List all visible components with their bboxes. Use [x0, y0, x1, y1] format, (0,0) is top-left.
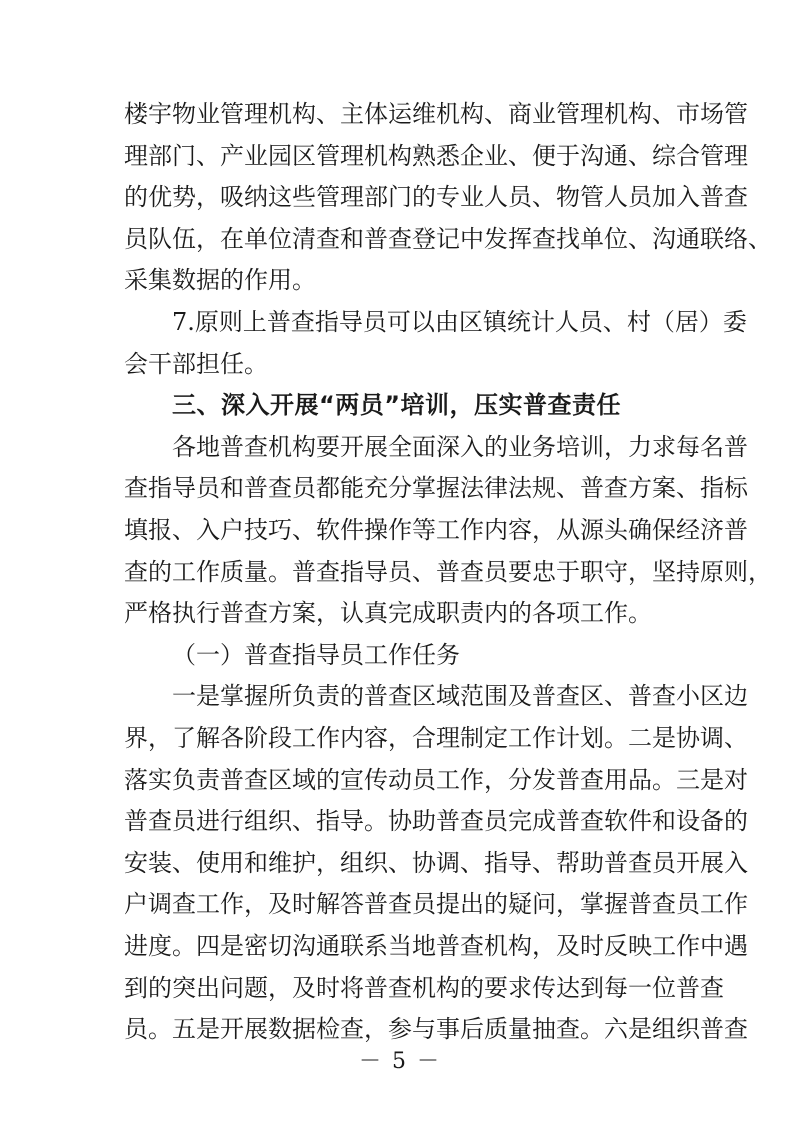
- paragraph-line: 的优势，吸纳这些管理部门的专业人员、物管人员加入普查: [124, 183, 748, 211]
- page-number: － 5 －: [359, 1049, 441, 1074]
- paragraph-line: 员。五是开展数据检查，参与事后质量抽查。六是组织普查: [124, 1015, 748, 1043]
- paragraph-line: 采集数据的作用。: [124, 266, 316, 294]
- paragraph-line: 查指导员和普查员都能充分掌握法律法规、普查方案、指标: [124, 474, 748, 502]
- paragraph-line: 安装、使用和维护，组织、协调、指导、帮助普查员开展入: [124, 849, 748, 877]
- subsection-heading: （一）普查指导员工作任务: [172, 641, 460, 669]
- paragraph-line: 户调查工作，及时解答普查员提出的疑问，掌握普查员工作: [124, 890, 748, 918]
- paragraph-line: 进度。四是密切沟通联系当地普查机构，及时反映工作中遇: [124, 932, 748, 960]
- paragraph-line: 员队伍，在单位清查和普查登记中发挥查找单位、沟通联络、: [124, 225, 772, 253]
- paragraph-line: 到的突出问题，及时将普查机构的要求传达到每一位普查: [124, 974, 724, 1002]
- paragraph-line: 会干部担任。: [124, 350, 268, 378]
- paragraph-line: 理部门、产业园区管理机构熟悉企业、便于沟通、综合管理: [124, 142, 748, 170]
- paragraph-line: 查的工作质量。普查指导员、普查员要忠于职守，坚持原则，: [124, 558, 772, 586]
- section-heading: 三、深入开展“两员”培训，压实普查责任: [172, 391, 622, 419]
- paragraph-line: 各地普查机构要开展全面深入的业务培训，力求每名普: [172, 433, 748, 461]
- paragraph-line: 7.原则上普查指导员可以由区镇统计人员、村（居）委: [172, 308, 747, 336]
- paragraph-line: 落实负责普查区域的宣传动员工作，分发普查用品。三是对: [124, 766, 748, 794]
- paragraph-line: 一是掌握所负责的普查区域范围及普查区、普查小区边: [172, 682, 748, 710]
- paragraph-line: 普查员进行组织、指导。协助普查员完成普查软件和设备的: [124, 807, 748, 835]
- paragraph-line: 填报、入户技巧、软件操作等工作内容，从源头确保经济普: [124, 516, 748, 544]
- paragraph-line: 界，了解各阶段工作内容，合理制定工作计划。二是协调、: [124, 724, 748, 752]
- paragraph-line: 楼宇物业管理机构、主体运维机构、商业管理机构、市场管: [124, 100, 748, 128]
- paragraph-line: 严格执行普查方案，认真完成职责内的各项工作。: [124, 599, 652, 627]
